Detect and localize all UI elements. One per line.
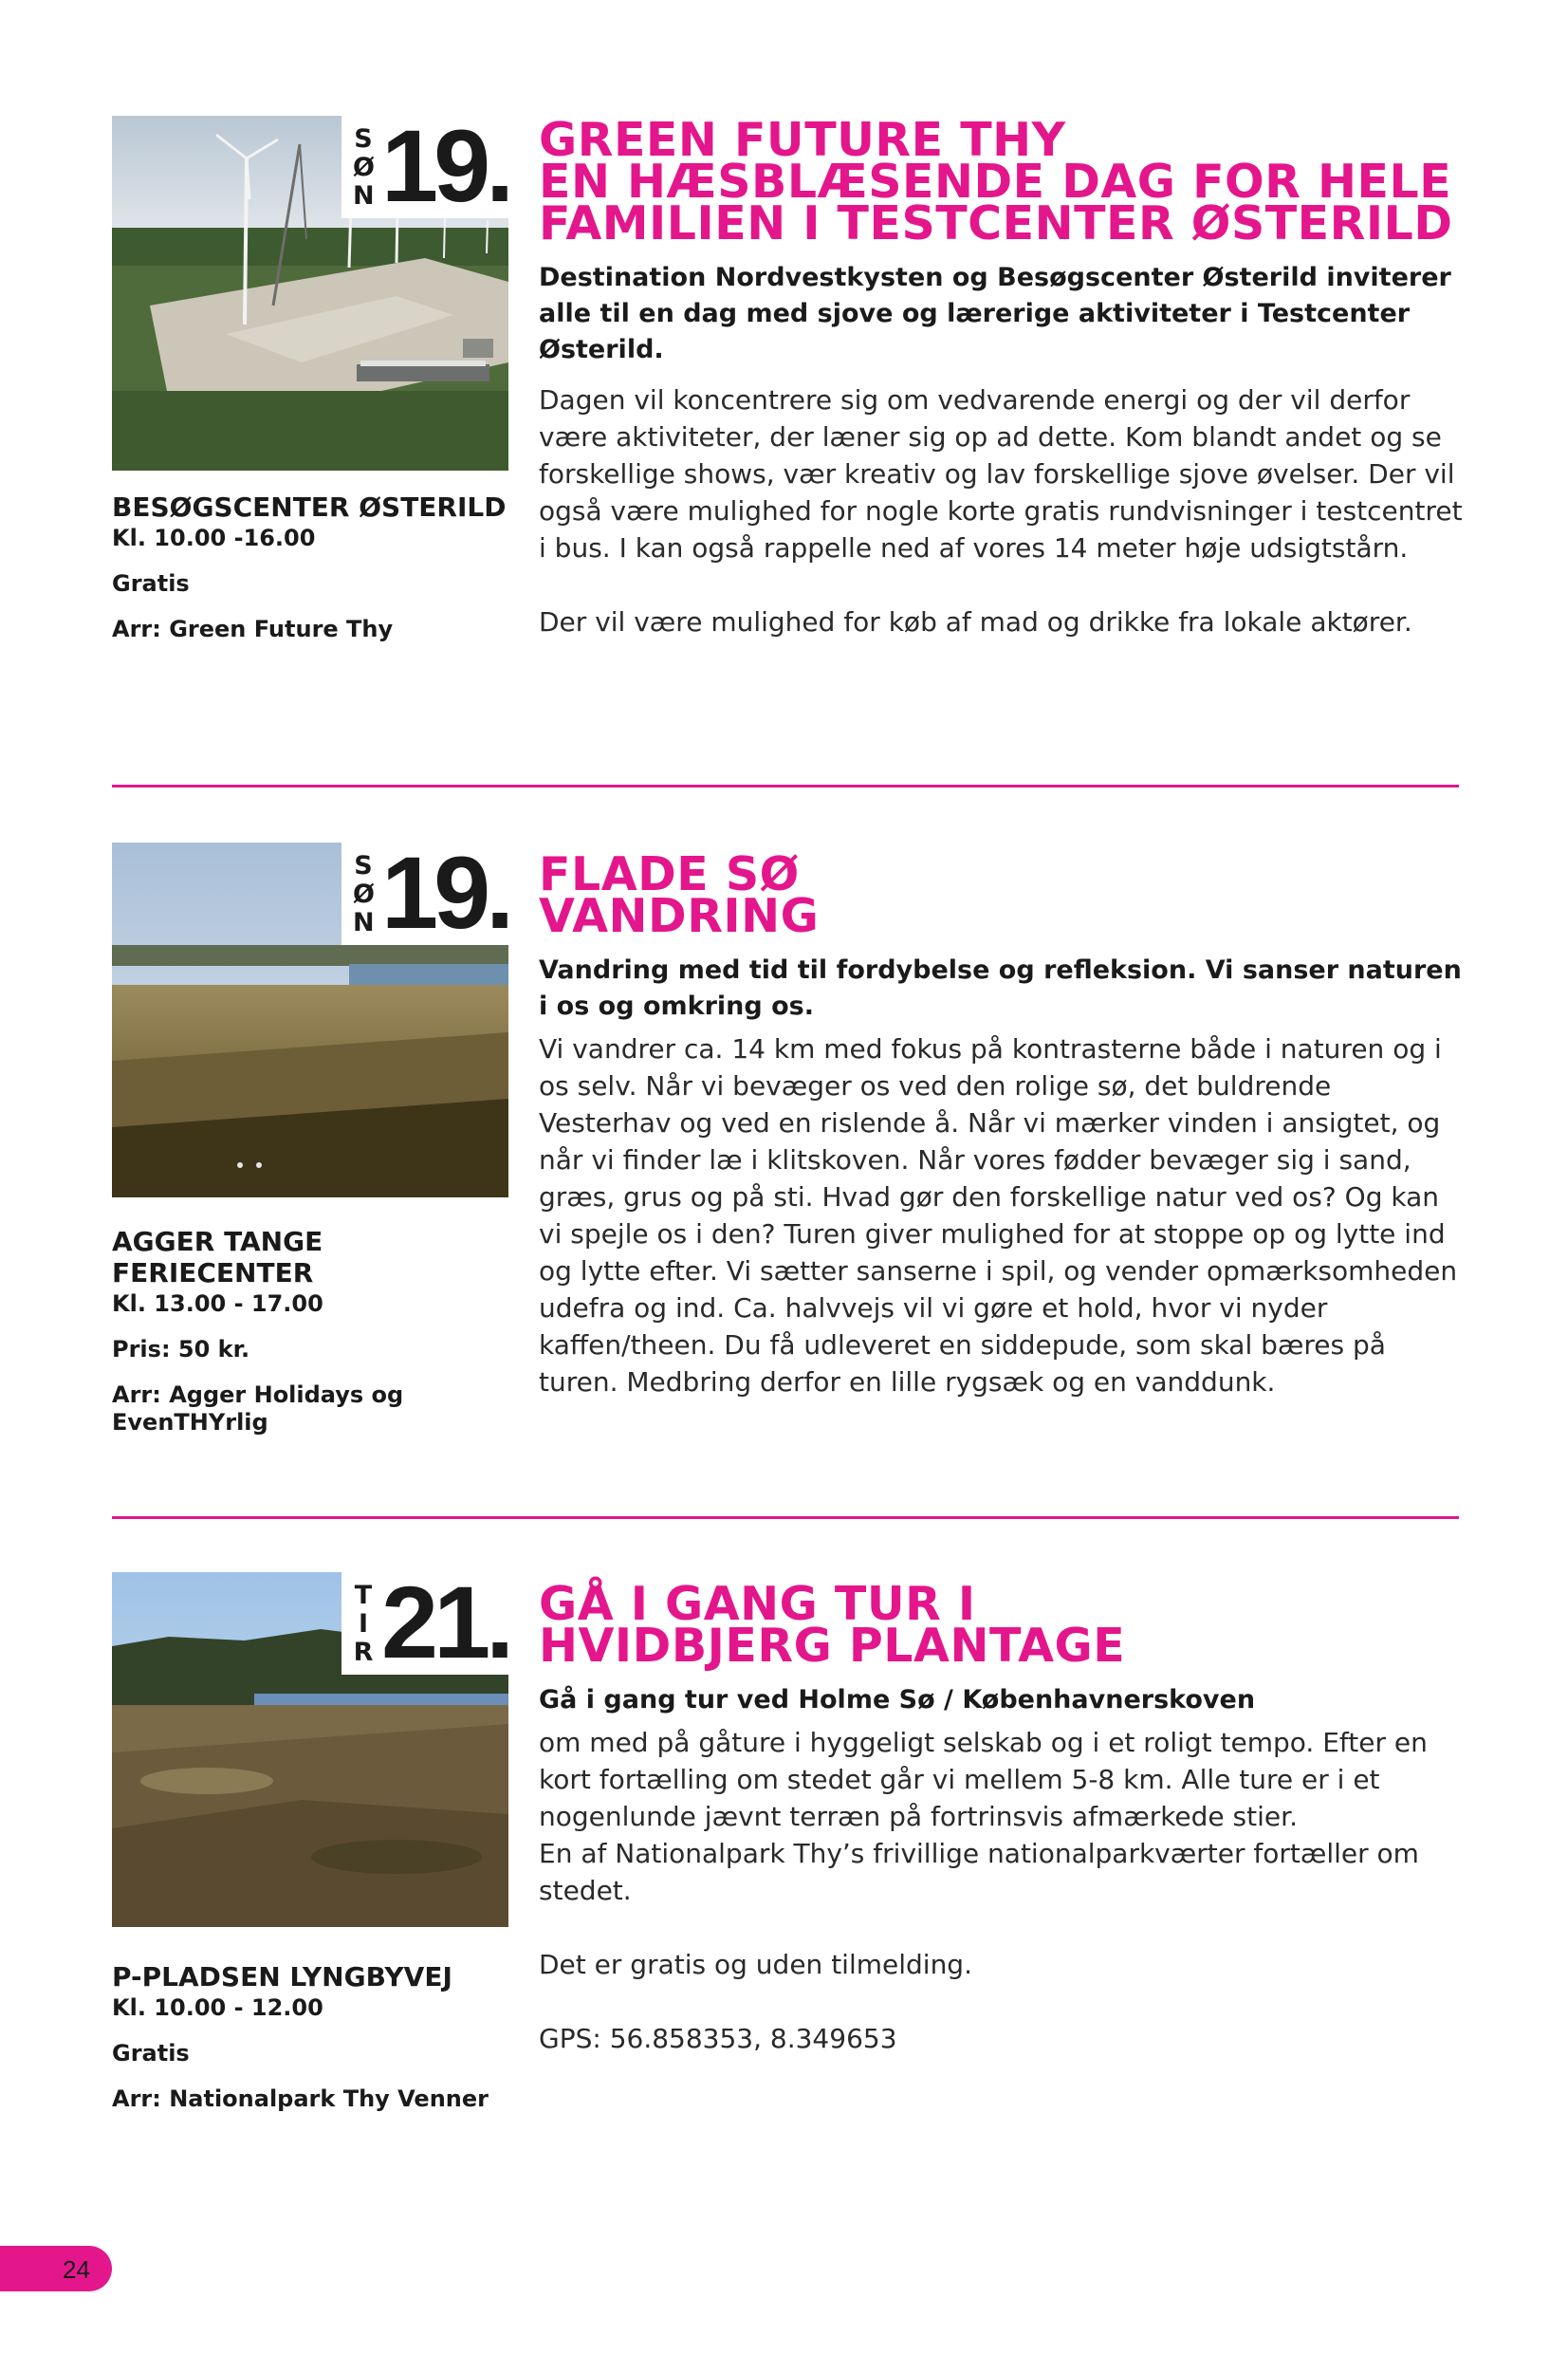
event-price: Pris: 50 kr. (112, 1336, 250, 1362)
venue-name: BESØGSCENTER ØSTERILD (112, 491, 507, 523)
event-organizer: Arr: Green Future Thy (112, 616, 394, 642)
event-time: Kl. 13.00 - 17.00 (112, 1290, 323, 1317)
day-number: 21. (381, 1565, 510, 1679)
event-meta (112, 491, 520, 661)
event-price: Gratis (112, 570, 190, 597)
event-description: om med på gåture i hyggeligt selskab og i et roligt tempo. Efter en kort fortælling om stedet går vi mellem 5-8 km. Alle ture er i et nogenlunde jævnt terræn på fortrinsvis afmærkede stier. En af Nationalpark Thy’s frivillige nationalparkværter fortæller om stedet. Det er gratis og uden tilmelding. GPS: 56.858353, 8.349653 (539, 1727, 1428, 2054)
weekday-label: SØN (353, 124, 375, 211)
event-title (539, 113, 1468, 250)
title-line: HVIDBJERG PLANTAGE (539, 1619, 1126, 1673)
event-meta (112, 1226, 520, 1455)
venue-name: P-PLADSEN LYNGBYVEJ (112, 1961, 452, 1993)
event-organizer: Arr: Nationalpark Thy Venner (112, 2085, 489, 2112)
day-number: 19. (381, 108, 510, 223)
event-meta (112, 1961, 520, 2131)
event-lead: Gå i gang tur ved Holme Sø / Københavnerskoven (539, 1685, 1256, 1715)
event-content (539, 847, 1468, 1400)
title-line: FLADE SØ (539, 847, 800, 901)
title-line: FAMILIEN I TESTCENTER ØSTERILD (539, 196, 1453, 250)
date-badge (341, 835, 510, 950)
event-lead: Vandring med tid til fordybelse og refleksion. Vi sanser naturen i os og omkring os. (539, 955, 1462, 1021)
title-line: VANDRING (539, 889, 820, 943)
title-line: GÅ I GANG TUR I (539, 1577, 976, 1631)
title-line: EN HÆSBLÆSENDE DAG FOR HELE (539, 155, 1452, 209)
event-title (539, 1577, 1468, 1673)
weekday-label: TIR (353, 1581, 374, 1667)
date-badge (341, 1565, 510, 1679)
event-content (539, 113, 1468, 640)
title-line: GREEN FUTURE THY (539, 113, 1066, 167)
event-description: Vi vandrer ca. 14 km med fokus på kontrasterne både i naturen og i os selv. Når vi bevæger os ved den rolige sø, det buldrende Vesterhav og ved en rislende å. Når vi mærker vinden i ansigtet, og når vi finder læ i klitskoven. Når vores fødder bevæger sig i sand, græs, grus og på sti. Hvad gør den forskellige natur ved os? Og kan vi spejle os i den? Turen giver mulighed for at stoppe op og lytte ind og lytte efter. Vi sætter sanserne i spil, og vender opmærksomheden udefra og ind. Ca. halvvejs vil vi gøre et hold, hvor vi nyder kaffen/theen. Du få udleveret en siddepude, som skal bæres på turen. Medbring derfor en lille rygsæk og en vanddunk. (539, 1033, 1458, 1398)
event-title (539, 847, 1468, 943)
event-organizer: Arr: Agger Holidays og EvenTHYrlig (112, 1381, 404, 1436)
event-time: Kl. 10.00 - 12.00 (112, 1994, 323, 2021)
event-description: Dagen vil koncentrere sig om vedvarende energi og der vil derfor være aktiviteter, der læner sig op ad dette. Kom blandt andet og se forskellige shows, vær kreativ og lav forskellige sjove øvelser. Der vil også være mulighed for nogle korte gratis rundvisninger i testcentret i bus. I kan også rappelle ned af vores 14 meter høje udsigtstårn. Der vil være mulighed for køb af mad og drikke fra lokale aktører. (539, 384, 1463, 638)
event-price: Gratis (112, 2040, 190, 2067)
event-content (539, 1577, 1468, 2057)
section-divider (112, 785, 1459, 788)
page-number-tab (0, 2246, 112, 2291)
date-badge (341, 108, 510, 223)
weekday-label: SØN (353, 851, 375, 937)
venue-name: AGGER TANGE FERIECENTER (112, 1226, 323, 1288)
day-number: 19. (381, 835, 510, 950)
section-divider (112, 1516, 1459, 1519)
event-time: Kl. 10.00 -16.00 (112, 525, 316, 551)
page-number: 24 (63, 2255, 90, 2284)
event-lead: Destination Nordvestkysten og Besøgscenter Østerild inviterer alle til en dag med sjove og lærerige aktiviteter i Testcenter Østerild. (539, 263, 1451, 364)
